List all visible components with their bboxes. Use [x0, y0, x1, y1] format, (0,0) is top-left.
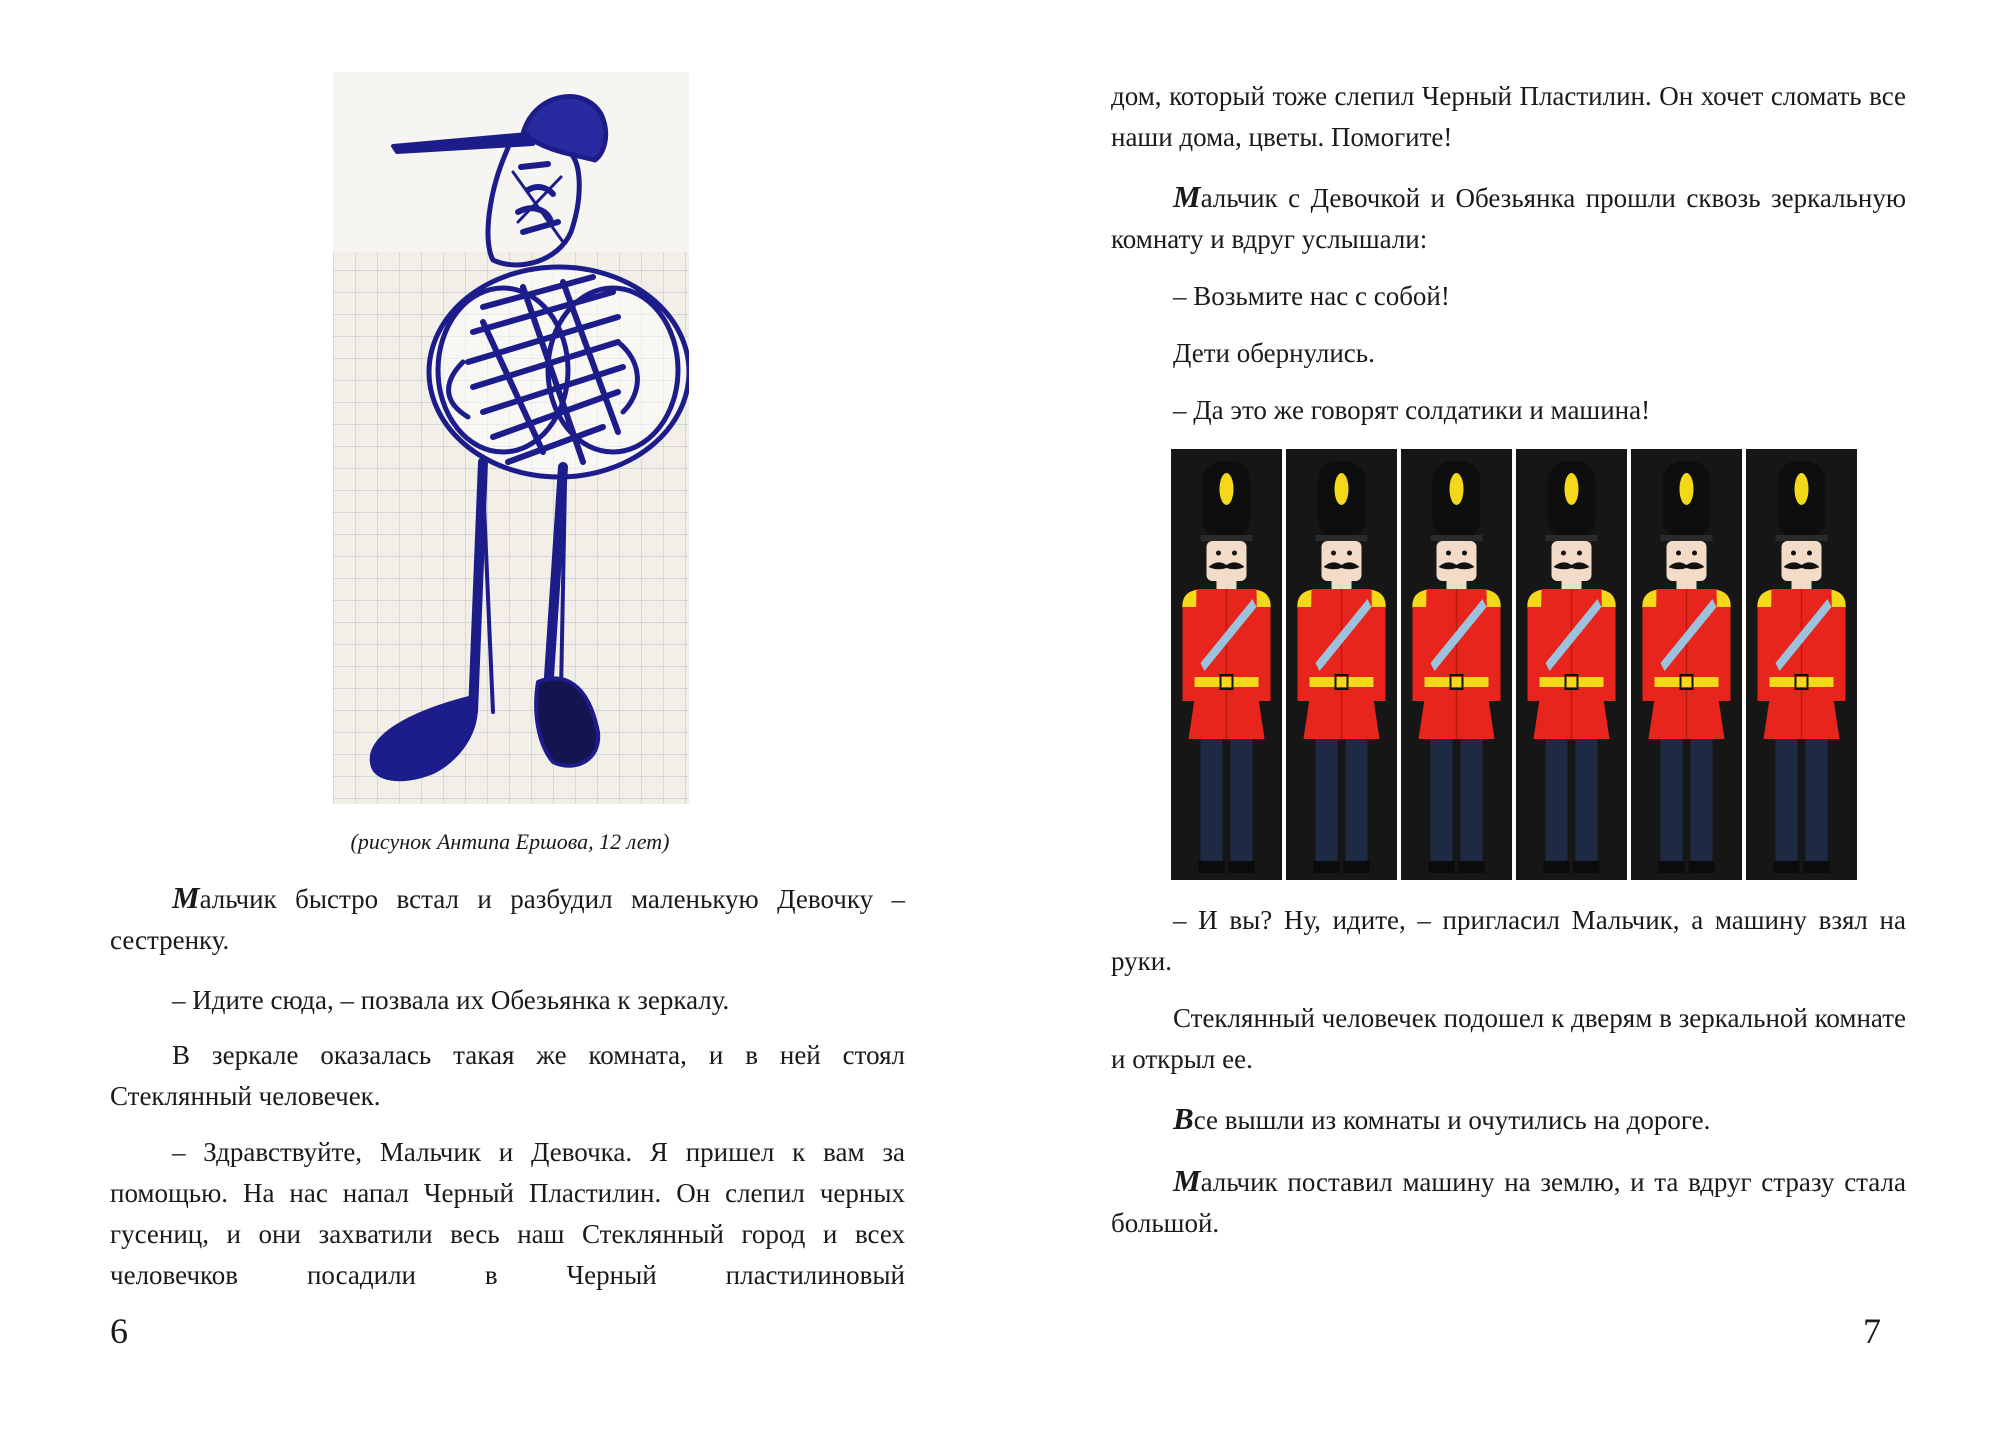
paragraph-r2-initial: М [1173, 179, 1201, 214]
paragraph-2 [110, 980, 905, 1021]
paragraph-r3 [1111, 276, 1906, 317]
toy-soldier-5 [1631, 449, 1742, 880]
paragraph-r9-initial: М [1173, 1163, 1201, 1198]
toy-soldier-2 [1286, 449, 1397, 880]
paragraph-r9-text: альчик поставил машину на землю, и та вдруг стразу стала большой. [1111, 1167, 1906, 1238]
paragraph-r7 [1111, 998, 1906, 1080]
paragraph-r8-initial: В [1173, 1101, 1194, 1136]
paragraph-r4-text: Дети обернулись. [1173, 338, 1375, 368]
paragraph-r8-text: се вышли из комнаты и очутились на дороге. [1193, 1105, 1711, 1135]
paragraph-r8 [1111, 1098, 1906, 1141]
page-number-left: 6 [110, 1311, 128, 1351]
paragraph-2-text: – Идите сюда, – позвала их Обезьянка к зеркалу. [172, 985, 730, 1015]
child-drawing-figure [333, 72, 689, 804]
toy-soldier-1 [1171, 449, 1282, 880]
paragraph-1 [110, 877, 905, 961]
paragraph-r2-text: альчик с Девочкой и Обезьянка прошли сквозь зеркальную комнату и вдруг услышали: [1111, 183, 1906, 254]
paragraph-r1-text: дом, который тоже слепил Черный Пластилин. Он хочет сломать все наши дома, цветы. Помогите! [1111, 81, 1906, 152]
paragraph-r5 [1111, 390, 1906, 431]
paragraph-r1 [1111, 76, 1906, 158]
paragraph-4-text: – Здравствуйте, Мальчик и Девочка. Я пришел к вам за помощью. На нас напал Черный Пластилин. Он слепил черных гусениц, и они захватили весь наш Стеклянный город и всех человечков посадили в Черный пластилиновый [110, 1137, 905, 1290]
toy-soldiers-illustration [1171, 449, 1857, 880]
paragraph-r4 [1111, 333, 1906, 374]
paragraph-3 [110, 1035, 905, 1117]
paragraph-r9 [1111, 1160, 1906, 1244]
paragraph-r6 [1111, 900, 1906, 982]
paragraph-r2 [1111, 176, 1906, 260]
toy-soldier-6 [1746, 449, 1857, 880]
page-number-right: 7 [1863, 1311, 1881, 1351]
paragraph-r6-text: – И вы? Ну, идите, – пригласил Мальчик, а машину взял на руки. [1111, 905, 1906, 976]
paragraph-r7-text: Стеклянный человечек подошел к дверям в зеркальной комнате и открыл ее. [1111, 1003, 1906, 1074]
drawing-caption: (рисунок Антипа Ершова, 12 лет) [350, 829, 670, 854]
paragraph-3-text: В зеркале оказалась такая же комната, и в ней стоял Стеклянный человечек. [110, 1040, 905, 1111]
paragraph-1-initial: М [172, 880, 200, 915]
paragraph-1-text: альчик быстро встал и разбудил маленькую Девочку – сестренку. [110, 884, 905, 955]
paragraph-r3-text: – Возьмите нас с собой! [1173, 281, 1450, 311]
toy-soldier-4 [1516, 449, 1627, 880]
paragraph-r5-text: – Да это же говорят солдатики и машина! [1173, 395, 1651, 425]
toy-soldier-3 [1401, 449, 1512, 880]
paragraph-4 [110, 1132, 905, 1296]
right-page [1000, 0, 2000, 1454]
